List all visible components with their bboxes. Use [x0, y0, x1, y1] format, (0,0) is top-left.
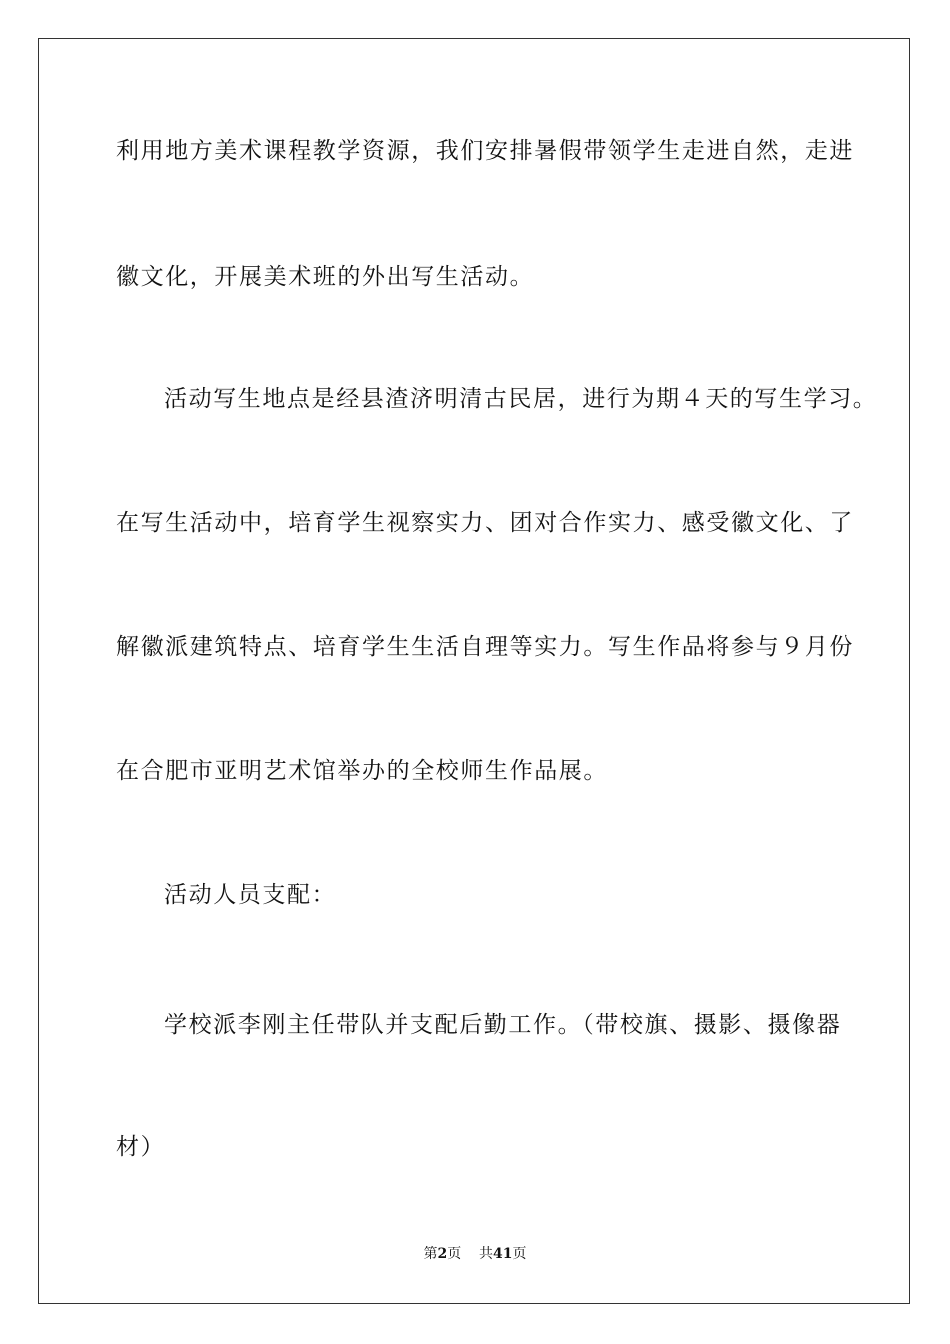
page-footer	[0, 1244, 950, 1264]
body-line-6: 在合肥市亚明艺术馆举办的全校师生作品展。	[116, 758, 608, 784]
page-border	[38, 38, 910, 1304]
body-line-4: 在写生活动中，培育学生视察实力、团对合作实力、感受徽文化、了	[116, 510, 854, 536]
body-line-3: 活动写生地点是经县渣济明清古民居，进行为期４天的写生学习。	[164, 386, 878, 412]
total-prefix: 共	[479, 1246, 494, 1262]
body-line-7: 活动人员支配：	[164, 882, 337, 908]
body-line-1: 利用地方美术课程教学资源，我们安排暑假带领学生走进自然，走进	[116, 138, 854, 164]
page-prefix: 第	[423, 1246, 438, 1262]
body-line-8: 学校派李刚主任带队并支配后勤工作。（带校旗、摄影、摄像器	[164, 1012, 842, 1038]
page-suffix: 页	[447, 1246, 462, 1262]
total-suffix: 页	[512, 1246, 527, 1262]
body-line-2: 徽文化，开展美术班的外出写生活动。	[116, 264, 535, 290]
body-line-5: 解徽派建筑特点、培育学生生活自理等实力。写生作品将参与９月份	[116, 634, 854, 660]
total-pages: 41	[493, 1246, 513, 1262]
body-line-9: 材）	[116, 1134, 166, 1160]
page-number: 2	[437, 1246, 448, 1262]
